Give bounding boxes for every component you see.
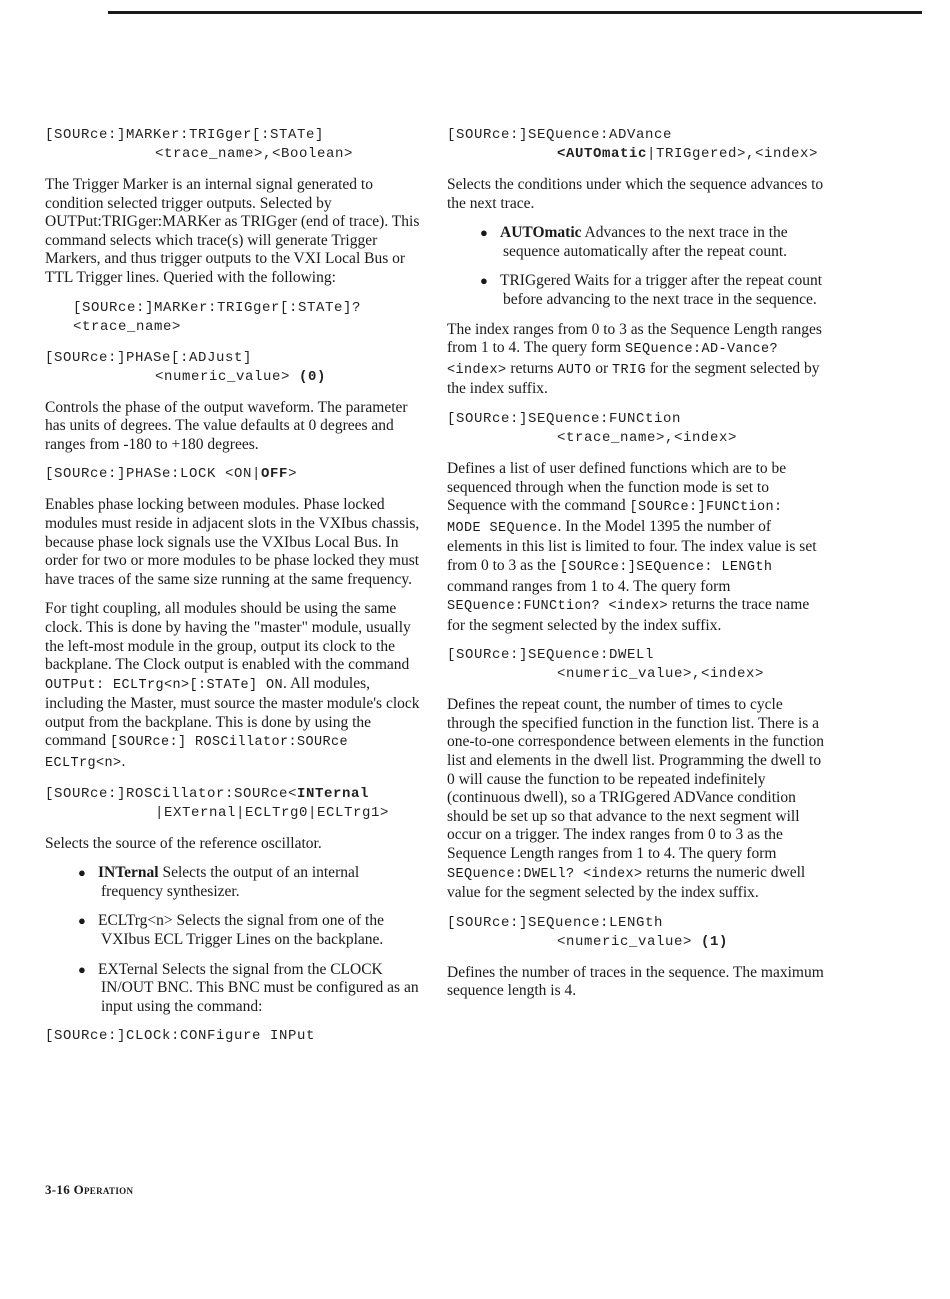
text: . All modules, including the Master, must source the master module's clock output from the backplane. This is done by using the command — [45, 674, 420, 750]
page-number: 3-16 — [45, 1182, 71, 1197]
bullet-text: Advances to the next trace in the sequence automatically after the repeat count. — [503, 224, 788, 260]
text: returns — [506, 359, 558, 377]
bullet-ecltrg — [45, 912, 420, 949]
bullet-icon: ● — [78, 961, 86, 977]
query-line-1: [SOURce:]MARKer:TRIGger[:STATe]? — [73, 299, 362, 316]
text: The index ranges from 0 to 3 as the Sequence Length ranges from 1 to 4. The query form — [447, 320, 822, 357]
paragraph-dwell-desc — [447, 696, 825, 903]
cmd-line-2: <numeric_value> — [557, 933, 693, 950]
paragraph-function-desc — [447, 460, 825, 635]
default-value: (1) — [701, 933, 729, 950]
paragraph-advance-desc: Selects the conditions under which the sequence advances to the next trace. — [447, 176, 824, 212]
inline-command: SEQuence:FUNCtion? <index> — [447, 599, 669, 615]
inline-command: AUTO — [557, 362, 592, 378]
text: For tight coupling, all modules should be using the same clock. This is done by having the "master" module, usually the left-most module in the group, output its clock to the backplane. The Clock output is enabled with the command — [45, 600, 411, 674]
cmd-rosc-source — [45, 785, 420, 823]
text: returns the numeric dwell value for the segment selected by the index suffix. — [447, 863, 806, 902]
cmd-phase-lock — [45, 465, 420, 484]
inline-command: [SOURce:]SEQuence: LENGth — [559, 559, 773, 575]
cmd-line-1: [SOURce:]ROSCillator:SOURce< — [45, 785, 298, 802]
bullet-triggered — [447, 272, 825, 309]
paragraph-phase-desc: Controls the phase of the output waveform. The parameter has units of degrees. The value defaults at 0 degrees and ranges from -180 to +180 degrees. — [45, 398, 408, 453]
text: returns the trace name for the segment selected by the index suffix. — [447, 596, 810, 634]
bullet-external — [45, 961, 420, 1017]
default-value: INTernal — [297, 785, 370, 802]
right-column — [447, 126, 825, 1012]
cmd-seq-function — [447, 410, 825, 448]
cmd-line-2: |TRIGgered>,<index> — [647, 146, 819, 162]
text: . — [121, 753, 126, 771]
bullet-text: Selects the signal from the CLOCK IN/OUT BNC. This BNC must be configured as an input using the command: — [101, 960, 419, 1015]
cmd-line-1: [SOURce:]SEQuence:DWELl — [447, 647, 655, 664]
cmd-line-2: <trace_name>,<Boolean> — [155, 146, 354, 162]
paragraph-length-desc: Defines the number of traces in the sequence. The maximum sequence length is 4. — [447, 963, 824, 1000]
paragraph-rosc-desc: Selects the source of the reference oscillator. — [45, 834, 322, 852]
query-marker-trigger — [45, 299, 420, 337]
cmd-line-2: |EXTernal|ECLTrg0|ECLTrg1> — [155, 804, 390, 821]
text: for the segment selected by the index suffix. — [447, 359, 820, 398]
cmd-text: [SOURce:]PHASe:LOCK <ON| — [45, 466, 262, 483]
bullet-term: TRIGgered — [500, 272, 571, 290]
left-column — [45, 126, 420, 1058]
inline-command: SEQuence:DWELl? <index> — [447, 866, 643, 882]
paragraph-coupling — [45, 600, 420, 773]
bullet-text: Waits for a trigger after the repeat count before advancing to the next trace in the sequence. — [503, 272, 823, 308]
text: . In the Model 1395 the number of elements in this list is limited to four. The index value is set from 0 to 3 as the — [447, 517, 817, 574]
text: Defines a list of user defined functions which are to be sequenced through when the function mode is set to Sequence with the command — [447, 459, 787, 515]
bullet-term: INTernal — [98, 864, 159, 882]
cmd-line-1: [SOURce:]PHASe[:ADJust] — [45, 349, 253, 366]
cmd-line-2: <numeric_value> — [155, 368, 291, 385]
cmd-clock-configure: [SOURce:]CLOCk:CONFigure INPut — [45, 1028, 316, 1045]
bullet-internal — [45, 864, 420, 901]
text: or — [591, 359, 612, 377]
cmd-line-2: <trace_name>,<index> — [557, 429, 738, 446]
bullet-automatic — [447, 224, 825, 261]
cmd-text-end: > — [288, 466, 298, 483]
query-line-2: <trace_name> — [73, 318, 182, 335]
inline-command: [SOURce:]FUNCtion: MODE SEQuence — [447, 500, 783, 536]
text: command ranges from 1 to 4. The query form — [447, 577, 731, 595]
inline-command: [SOURce:] ROSCillator:SOURce ECLTrg<n> — [45, 735, 349, 772]
cmd-line-2: <numeric_value>,<index> — [557, 666, 765, 683]
bullet-text: Selects the output of an internal frequency synthesizer. — [101, 864, 360, 900]
page-footer — [45, 1182, 133, 1198]
default-value: <AUTOmatic — [557, 146, 648, 162]
bullet-term: AUTOmatic — [500, 224, 582, 242]
bullet-text: Selects the signal from one of the VXIbus ECL Trigger Lines on the backplane. — [101, 912, 384, 949]
inline-command: TRIG — [612, 362, 647, 378]
top-rule — [108, 11, 922, 14]
default-value: (0) — [299, 368, 327, 385]
inline-command: OUTPut: ECLTrg<n>[:STATe] ON — [45, 677, 284, 693]
cmd-seq-length — [447, 914, 825, 952]
cmd-marker-trigger — [45, 126, 420, 164]
bullet-term: ECLTrg<n> — [98, 912, 173, 930]
paragraph-index-range — [447, 321, 825, 399]
bullet-icon: ● — [78, 913, 86, 929]
paragraph-lock-desc: Enables phase locking between modules. Phase locked modules must reside in adjacent slots in the VXIbus chassis, because phase lock signals use the VXIbus Local Bus. In order for two or more modules to be phase locked they must have traces of the same size running at the same frequency. — [45, 496, 420, 588]
cmd-line-1: [SOURce:]MARKer:TRIGger[:STATe] — [45, 127, 325, 143]
bullet-icon: ● — [480, 273, 488, 289]
cmd-line-1: [SOURce:]SEQuence:ADVance — [447, 127, 673, 143]
cmd-seq-advance — [447, 126, 825, 164]
cmd-seq-dwell — [447, 646, 825, 684]
bullet-icon: ● — [480, 225, 488, 241]
cmd-line-1: [SOURce:]SEQuence:FUNCtion — [447, 410, 682, 427]
bullet-icon: ● — [78, 865, 86, 881]
paragraph-marker-desc: The Trigger Marker is an internal signal generated to condition selected trigger outputs. Selected by OUTPut:TRIGger:MARKer as TRIGger (end of trace). This command selects which trace(s) will generate Trigger Markers, and thus trigger outputs to the VXI Local Bus or TTL Trigger lines. Queried with the following: — [45, 176, 420, 286]
default-value: OFF — [261, 466, 289, 483]
section-name: Operation — [73, 1182, 134, 1197]
inline-command: SEQuence:AD-Vance? <index> — [447, 342, 778, 378]
bullet-term: EXTernal — [98, 960, 159, 978]
cmd-line-1: [SOURce:]SEQuence:LENGth — [447, 914, 664, 931]
text: Defines the repeat count, the number of times to cycle through the specified function in the function list. There is a one-to-one correspondence between elements in the function list and elements in the dwell list. Programming the dwell to 0 will cause the function to be repeated indefinitely (continuous dwell), so a TRIGgered ADVance condition should be set up so that advance to the next segment will occur on a trigger. The index ranges from 0 to 3 as the Sequence Length ranges from 1 to 4. The query form — [447, 696, 825, 863]
cmd-phase-adjust — [45, 349, 420, 387]
